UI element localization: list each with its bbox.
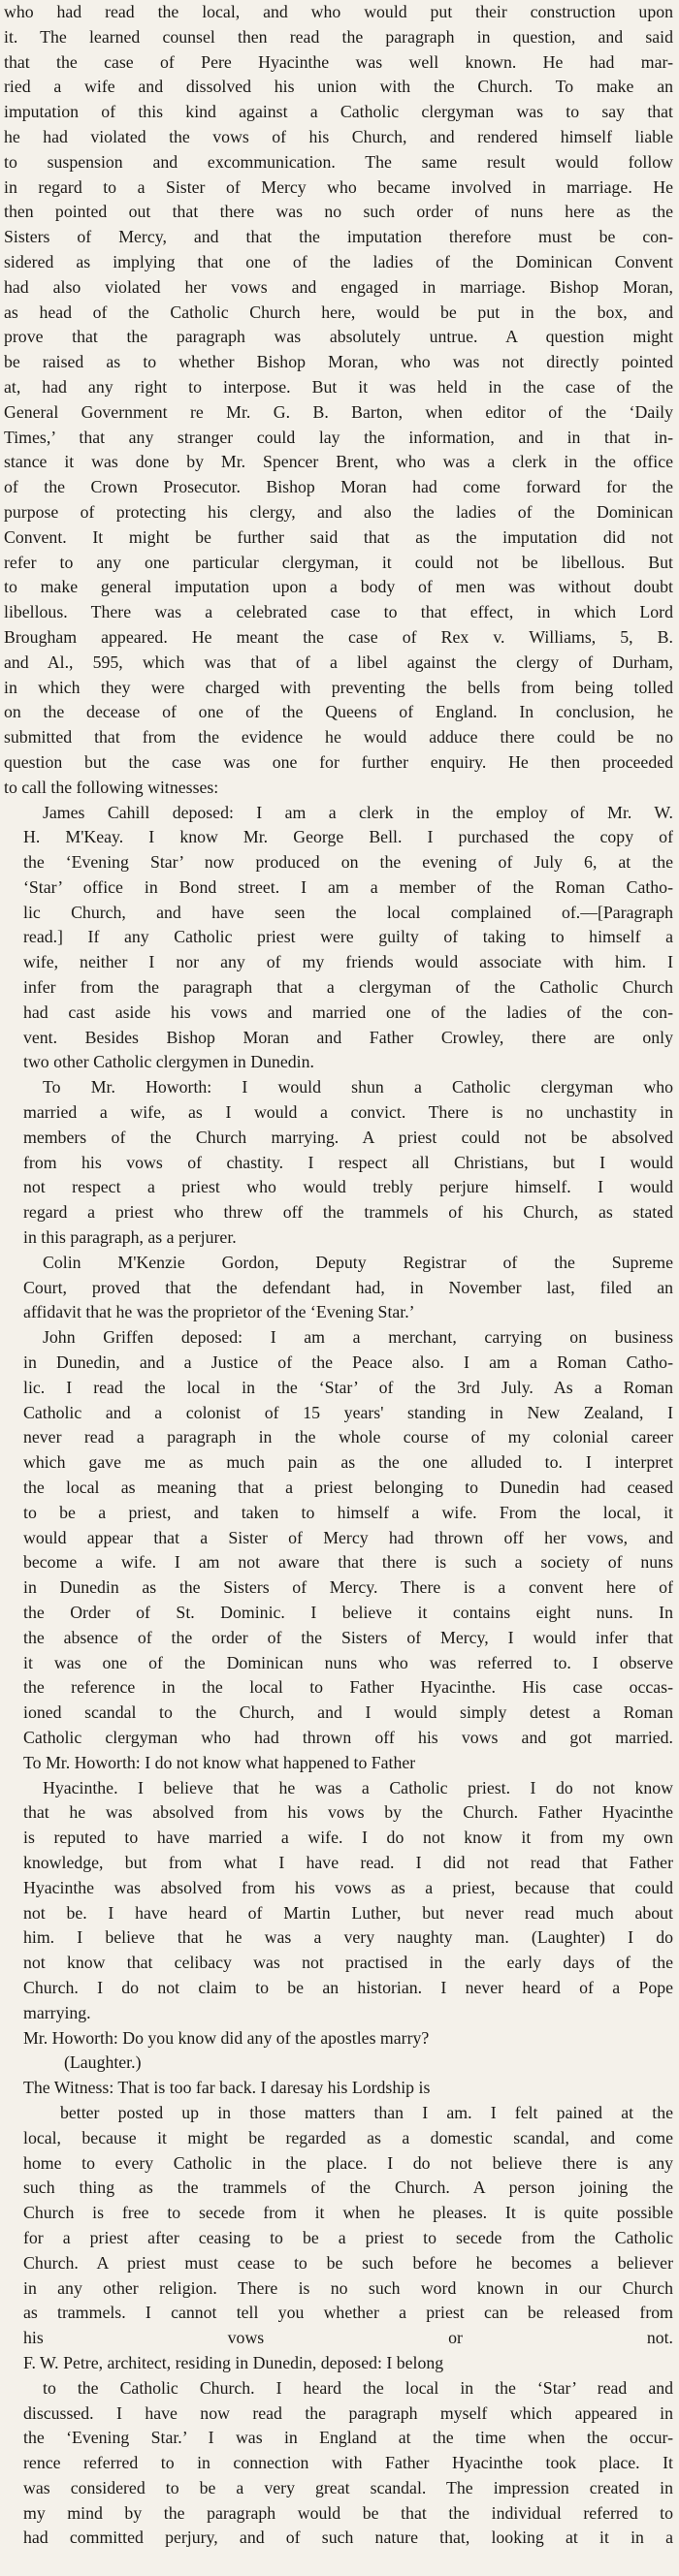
text-line: then pointed out that there was no such order of nuns here as the: [4, 202, 673, 222]
text-line: the ‘Evening Star.’ I was in England at the time when the occur-: [23, 2428, 673, 2448]
text-line: two other Catholic clergymen in Dunedin.: [23, 1052, 314, 1072]
text-line: prove that the paragraph was absolutely untrue. A question might: [4, 327, 673, 347]
text-line: James Cahill deposed: I am a clerk in the employ of Mr. W.: [43, 802, 673, 822]
text-line: such thing as the trammels of the Church. A person joining the: [23, 2178, 673, 2198]
text-line: discussed. I have now read the paragraph myself which appeared in: [23, 2402, 673, 2423]
text-line: become a wife. I am not aware that there is such a society of nuns: [23, 1552, 673, 1573]
text-line: that the case of Pere Hyacinthe was well known. He had mar-: [4, 51, 673, 72]
text-line: to be a priest, and taken to himself a wife. From the local, it: [23, 1502, 673, 1522]
text-line: not respect a priest who would trebly perjure himself. I would: [23, 1177, 673, 1197]
text-line: married a wife, as I would a convict. There is no unchastity in: [23, 1102, 673, 1123]
text-line: the reference in the local to Father Hyacinthe. His case occas-: [23, 1677, 673, 1698]
text-line: and Al., 595, which was that of a libel against the clergy of Durham,: [4, 652, 673, 672]
text-line: John Griffen deposed: I am a merchant, carrying on business: [43, 1327, 673, 1348]
text-line: Hyacinthe was absolved from his vows as a priest, because that could: [23, 1877, 673, 1897]
text-line: stance it was done by Mr. Spencer Brent, who was a clerk in the office: [4, 452, 673, 472]
text-line: was considered to be a very great scandal. The impression created in: [23, 2477, 673, 2497]
text-line: affidavit that he was the proprietor of the ‘Evening Star.’: [23, 1302, 415, 1322]
text-line: knowledge, but from what I have read. I did not read that Father: [23, 1852, 673, 1872]
text-line: Sisters of Mercy, and that the imputation therefore must be con-: [4, 227, 673, 247]
text-line: his vows or not.: [23, 2328, 673, 2348]
text-line: members of the Church marrying. A priest could not be absolved: [23, 1127, 673, 1147]
text-line: Catholic clergyman who had thrown off his vows and got married.: [23, 1727, 673, 1747]
text-line: for a priest after ceasing to be a priest to secede from the Catholic: [23, 2227, 673, 2247]
text-line: Times,’ that any stranger could lay the information, and in that in-: [4, 427, 673, 447]
text-line: Brougham appeared. He meant the case of Rex v. Williams, 5, B.: [4, 626, 673, 647]
text-line: libellous. There was a celebrated case to that effect, in which Lord: [4, 602, 673, 622]
text-line: had cast aside his vows and married one of the ladies of the con-: [23, 1002, 673, 1022]
text-line: to suspension and excommunication. The same result would follow: [4, 151, 673, 172]
text-line: ioned scandal to the Church, and I would simply detest a Roman: [23, 1702, 673, 1723]
text-line: had also violated her vows and engaged in marriage. Bishop Moran,: [4, 276, 673, 297]
text-line: had committed perjury, and of such nature that, looking at it in a: [23, 2528, 673, 2548]
text-line: from his vows of chastity. I respect all Christians, but I would: [23, 1152, 673, 1172]
text-line: is reputed to have married a wife. I do not know it from my own: [23, 1828, 673, 1848]
text-line: it. The learned counsel then read the paragraph in question, and said: [4, 26, 673, 47]
text-line: to make general imputation upon a body of men was without doubt: [4, 577, 673, 597]
text-line: Court, proved that the defendant had, in November last, filed an: [23, 1277, 673, 1297]
text-line: The Witness: That is too far back. I daresay his Lordship is: [23, 2078, 431, 2098]
text-line: on the decease of one of the Queens of England. In conclusion, he: [4, 702, 673, 722]
text-line: Convent. It might be further said that as the imputation did not: [4, 526, 673, 547]
text-line: in Dunedin as the Sisters of Mercy. There is a convent here of: [23, 1577, 673, 1598]
text-line: refer to any one particular clergyman, it could not be libellous. But: [4, 552, 673, 572]
text-line: lic Church, and have seen the local complained of.—[Paragraph: [23, 902, 673, 922]
text-line: would appear that a Sister of Mercy had thrown off her vows, and: [23, 1527, 673, 1547]
text-line: he had violated the vows of his Church, and rendered himself liable: [4, 126, 673, 146]
text-line: To Mr. Howorth: I do not know what happened to Father: [23, 1752, 416, 1772]
text-line: my mind by the paragraph would be that the individual referred to: [23, 2502, 673, 2523]
text-line: Church. I do not claim to be an historian. I never heard of a Pope: [23, 1977, 673, 1997]
text-line: him. I believe that he was a very naughty man. (Laughter) I do: [23, 1927, 673, 1948]
text-line: local, because it might be regarded as a domestic scandal, and come: [23, 2127, 673, 2147]
text-line: [4, 2551, 673, 2576]
text-line: ‘Star’ office in Bond street. I am a member of the Roman Catho-: [23, 876, 673, 897]
text-line: be raised as to whether Bishop Moran, who was not directly pointed: [4, 352, 673, 372]
text-line: General Government re Mr. G. B. Barton, when editor of the ‘Daily: [4, 401, 673, 422]
text-line: Church. A priest must cease to be such before he becomes a believer: [23, 2252, 673, 2273]
text-line: marrying.: [23, 2002, 91, 2022]
text-line: vent. Besides Bishop Moran and Father Crowley, there are only: [23, 1027, 673, 1047]
text-line: F. W. Petre, architect, residing in Dunedin, deposed: I belong: [23, 2352, 444, 2372]
text-line: infer from the paragraph that a clergyman of the Catholic Church: [23, 977, 673, 998]
text-line: (Laughter.): [64, 2052, 142, 2073]
text-line: of the Crown Prosecutor. Bishop Moran had come forward for the: [4, 477, 673, 497]
text-line: submitted that from the evidence he would adduce there could be no: [4, 727, 673, 747]
text-line: to call the following witnesses:: [4, 777, 219, 797]
text-line: ried a wife and dissolved his union with the Church. To make an: [4, 77, 673, 97]
text-line: that he was absolved from his vows by the Church. Father Hyacinthe: [23, 1802, 673, 1823]
text-line: in regard to a Sister of Mercy who became involved in marriage. He: [4, 176, 673, 197]
text-line: the local as meaning that a priest belonging to Dunedin had ceased: [23, 1478, 673, 1498]
text-line: in Dunedin, and a Justice of the Peace also. I am a Roman Catho-: [23, 1352, 673, 1373]
text-line: home to every Catholic in the place. I do not believe there is any: [23, 2152, 673, 2173]
text-line: regard a priest who threw off the trammels of his Church, as stated: [23, 1202, 673, 1223]
text-line: the absence of the order of the Sisters of Mercy, I would infer that: [23, 1627, 673, 1647]
text-line: Colin M'Kenzie Gordon, Deputy Registrar of the Supreme: [43, 1252, 673, 1272]
text-line: wife, neither I nor any of my friends would associate with him. I: [23, 952, 673, 972]
text-line: Hyacinthe. I believe that he was a Catholic priest. I do not know: [43, 1777, 673, 1797]
text-line: question but the case was one for further enquiry. He then proceeded: [4, 751, 673, 772]
text-line: rence referred to in connection with Father Hyacinthe took place. It: [23, 2453, 673, 2473]
text-line: the ‘Evening Star’ now produced on the evening of July 6, at the: [23, 852, 673, 873]
text-line: as trammels. I cannot tell you whether a priest can be released from: [23, 2303, 673, 2323]
text-line: in this paragraph, as a perjurer.: [23, 1227, 237, 1248]
text-line: Mr. Howorth: Do you know did any of the apostles marry?: [23, 2027, 430, 2048]
text-line: at, had any right to interpose. But it was held in the case of the: [4, 376, 673, 397]
text-line: not know that celibacy was not practised in the early days of the: [23, 1953, 673, 1973]
text-line: which gave me as much pain as the one alluded to. I interpret: [23, 1452, 673, 1473]
text-line: as head of the Catholic Church here, would be put in the box, and: [4, 302, 673, 322]
text-line: in any other religion. There is no such word known in our Church: [23, 2277, 673, 2298]
text-line: to the Catholic Church. I heard the local in the ‘Star’ read and: [43, 2377, 673, 2398]
text-line: imputation of this kind against a Catholic clergyman was to say that: [4, 102, 673, 122]
text-line: not be. I have heard of Martin Luther, but never read much about: [23, 1902, 673, 1923]
text-line: who had read the local, and who would put their construction upon: [4, 2, 673, 21]
text-line: sidered as implying that one of the ladies of the Dominican Convent: [4, 251, 673, 271]
text-line: lic. I read the local in the ‘Star’ of the 3rd July. As a Roman: [23, 1377, 673, 1397]
text-line: it was one of the Dominican nuns who was referred to. I observe: [23, 1652, 673, 1672]
text-line: in which they were charged with preventing the bells from being tolled: [4, 677, 673, 697]
text-line: better posted up in those matters than I am. I felt pained at the: [60, 2102, 673, 2122]
text-line: read.] If any Catholic priest were guilty of taking to himself a: [23, 927, 673, 947]
text-line: never read a paragraph in the whole course of my colonial career: [23, 1427, 673, 1447]
text-line: purpose of protecting his clergy, and also the ladies of the Dominican: [4, 501, 673, 522]
text-line: the Order of St. Dominic. I believe it contains eight nuns. In: [23, 1603, 673, 1622]
text-line: Church is free to secede from it when he pleases. It is quite possible: [23, 2203, 673, 2223]
text-line: Catholic and a colonist of 15 years' standing in New Zealand, I: [23, 1402, 673, 1422]
text-line: H. M'Keay. I know Mr. George Bell. I purchased the copy of: [23, 827, 673, 847]
text-line: To Mr. Howorth: I would shun a Catholic clergyman who: [43, 1077, 673, 1097]
